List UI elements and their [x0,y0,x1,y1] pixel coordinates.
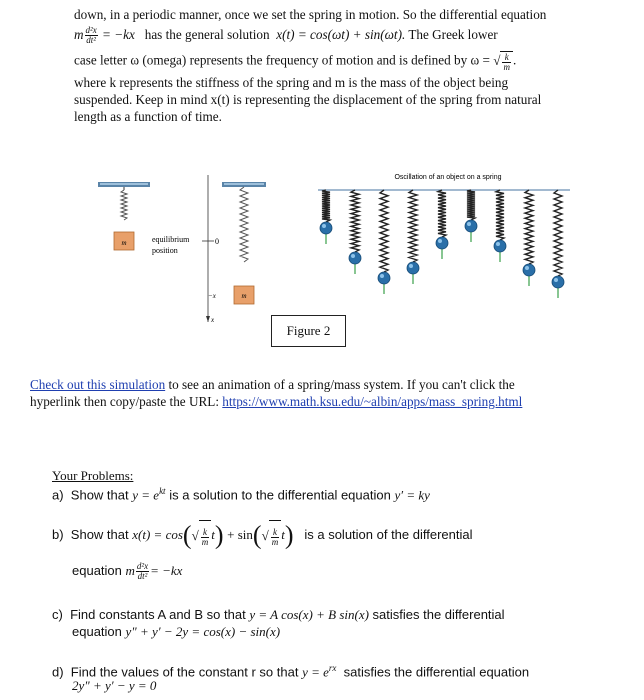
simulation-url-link[interactable]: https://www.math.ksu.edu/~albin/apps/mass_spring.html [222,394,523,409]
oscillating-spring [407,190,419,284]
spring-coil-2 [240,187,248,262]
eq-m: m [74,27,84,42]
oscillating-mass [349,252,361,264]
problem-b: b) Show that x(t) = cos(√ $\frac{k}{m}$ t) + sin(√ $\frac{k}{m}$ t) is a solution of the differential [52,520,473,550]
problem-c: c) Find constants A and B so that y = A cos(x) + B sin(x) satisfies the differential [52,607,505,622]
intro-paragraph [74,6,619,125]
oscillation-diagram [308,170,578,300]
position-label: position [152,246,178,255]
oscillating-spring [320,190,332,244]
oscillating-spring [552,190,564,298]
oscillation-title: Oscillation of an object on a spring [394,174,502,181]
zero-label: 0 [215,237,219,246]
oscillating-mass [465,220,477,232]
oscillating-mass [407,262,419,274]
oscillating-spring [349,190,361,274]
intro-line-4: where k represents the stiffness of the spring and m is the mass of the object being [74,74,509,90]
problem-b-line-2: equation m $\frac{\text{d²x}}{\text{dt²}}$ = −kx [72,561,183,582]
oscillating-spring [378,190,390,294]
oscillating-mass [552,276,564,288]
equilibrium-label: equilibrium [152,235,190,244]
problems-heading: Your Problems: [52,468,134,483]
spring-diagram [90,170,270,330]
eq-solution: x(t) = cos(ωt) + sin(ωt). [276,27,406,42]
omega-sqrt: √ $\frac{k}{m}$ [493,51,513,71]
spring-coil-1 [121,190,127,220]
problem-d: d) Find the values of the constant r so that $y = e^{rx}$ satisfies the differential equation [52,663,530,680]
oscillating-mass [523,264,535,276]
eq-derivative: $\frac{\text{d²x}}{\text{dt²}}$ [85,25,97,46]
intro-equation-line [74,26,619,45]
mass-label-2: m [241,292,247,300]
mass-label-1: m [121,239,127,247]
intro-line-6: length as a function of time. [74,108,222,124]
eq-rhs: = −kx [98,27,135,42]
figure-caption: Figure 2 [271,315,346,347]
oscillating-spring [436,190,448,259]
intro-line-1: down, in a periodic manner, once we set the spring in motion. So the differential equation [74,7,547,22]
problem-c-line-2: equation y" + y′ − 2y = cos(x) − sin(x) [72,624,281,639]
eq-tail: The Greek lower [408,27,498,42]
simulation-link[interactable]: Check out this simulation [30,377,166,392]
oscillating-spring [523,190,535,286]
simulation-paragraph: Check out this simulation to see an animation of a spring/mass system. If you can't click the hyperlink then copy/paste the URL: https://www.math.ksu.edu/~albin/apps/mass_spring.html [30,377,523,409]
oscillating-spring [465,190,477,242]
plus-x-label: x [211,316,215,324]
problem-d-line-2: 2y" + y′ − y = 0 [72,678,157,693]
oscillating-mass [494,240,506,252]
intro-line-5: suspended. Keep in mind x(t) is representing the displacement of the spring from natural [74,91,542,107]
problem-a: a) Show that $y = e^{kt}$ is a solution to the differential equation y′ = ky [52,486,430,503]
eq-text: has the general solution [144,27,270,42]
oscillating-mass [378,272,390,284]
oscillating-spring [494,190,506,262]
minus-x-label: −x [208,292,216,300]
oscillating-mass [436,237,448,249]
intro-line-3: case letter ω (omega) represents the frequency of motion and is defined by ω = √ $\frac{k}{m}$ . [74,51,517,72]
oscillating-mass [320,222,332,234]
